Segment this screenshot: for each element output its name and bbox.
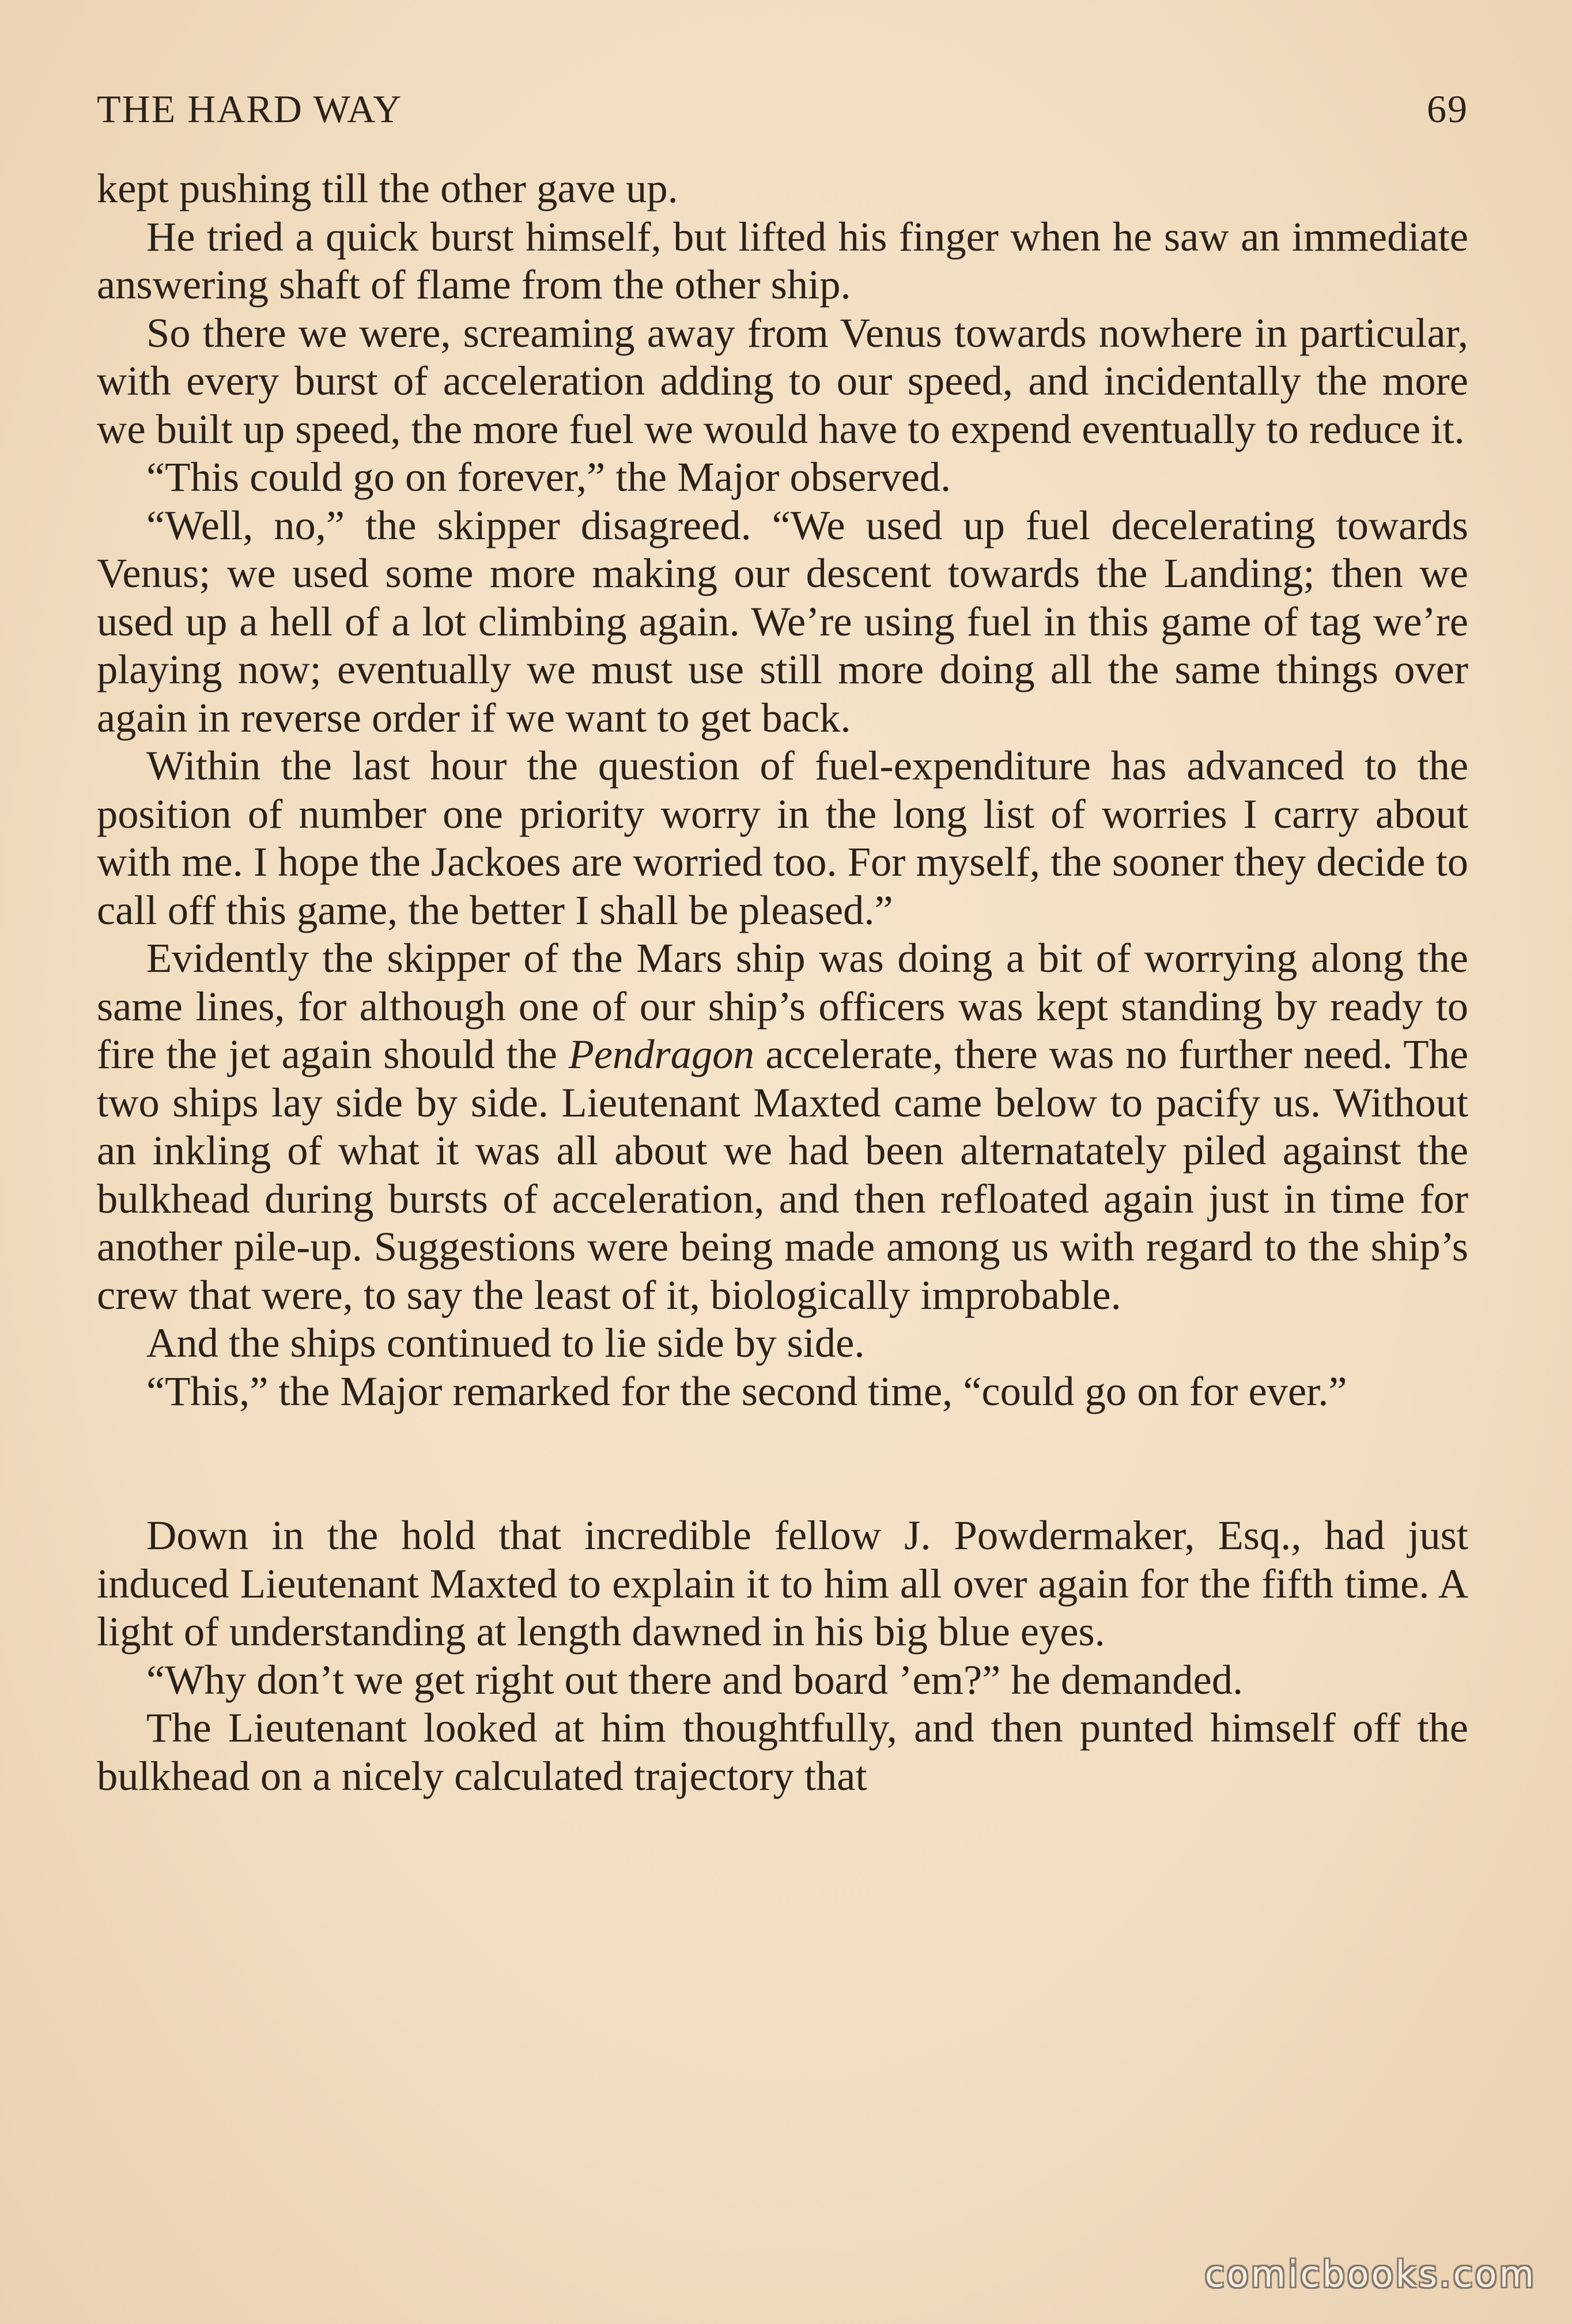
paragraph: “Well, no,” the skipper disagreed. “We used up fuel decelerating towards Venus; we used some more making our descent towards the Landing; then we used up a hell of a lot climbing again. We’re using fuel in this game of tag we’re playing now; eventually we must use still more doing all the same things over again in reverse order if we want to get back. [97,501,1468,741]
paragraph-text: Evidently the skipper of the Mars ship was doing a bit of worrying along the same lines, for although one of our ship’s officers was kept standing by ready to fire the jet again should the [97,934,1468,1077]
paragraph: Down in the hold that incredible fellow J. Powdermaker, Esq., had just induced Lieutenant Maxted to explain it to him all over again for the fifth time. A light of understanding at length dawned in his big blue eyes. [97,1512,1468,1655]
watermark: comicbooks.com [1204,2253,1536,2295]
paragraph: Within the last hour the question of fuel-expenditure has advanced to the position of number one priority worry in the long list of worries I carry about with me. I hope the Jackoes are worried too. For myself, the sooner they decide to call off this game, the better I shall be pleased.” [97,742,1468,933]
paragraph: And the ships continued to lie side by side. [146,1319,865,1366]
paragraph: So there we were, screaming away from Venus towards nowhere in particular, with every burst of acceleration adding to our speed, and incidentally the more we built up speed, the more fuel we would have to expend eventually to reduce it. [97,309,1468,452]
paragraph: “This,” the Major remarked for the second time, “could go on for ever.” [146,1367,1347,1414]
paragraph: kept pushing till the other gave up. [97,165,678,211]
running-head [97,86,1468,138]
paragraph: He tried a quick burst himself, but lifted his finger when he saw an immediate answering shaft of flame from the other ship. [97,213,1468,308]
paragraph: “Why don’t we get right out there and board ’em?” he demanded. [146,1656,1244,1703]
paragraph: “This could go on forever,” the Major observed. [146,453,951,500]
ship-name-italic: Pendragon [568,1031,754,1077]
paragraph [97,934,1468,1319]
running-title: THE HARD WAY [97,87,403,131]
page-number: 69 [1427,87,1468,131]
paragraph: The Lieutenant looked at him thoughtfully, and then punted himself off the bulkhead on a nicely calculated trajectory that [97,1704,1468,1799]
body-text [97,164,1468,1800]
paragraph-text: accelerate, there was no further need. The two ships lay side by side. Lieutenant Maxted came below to pacify us. Without an inkling of what it was all about we had been alternatately piled against the bulkhead during bursts of acceleration, and then refloated again just in time for another pile-up. Suggestions were being made among us with regard to the ship’s crew that were, to say the least of it, biologically improbable. [97,1031,1468,1318]
